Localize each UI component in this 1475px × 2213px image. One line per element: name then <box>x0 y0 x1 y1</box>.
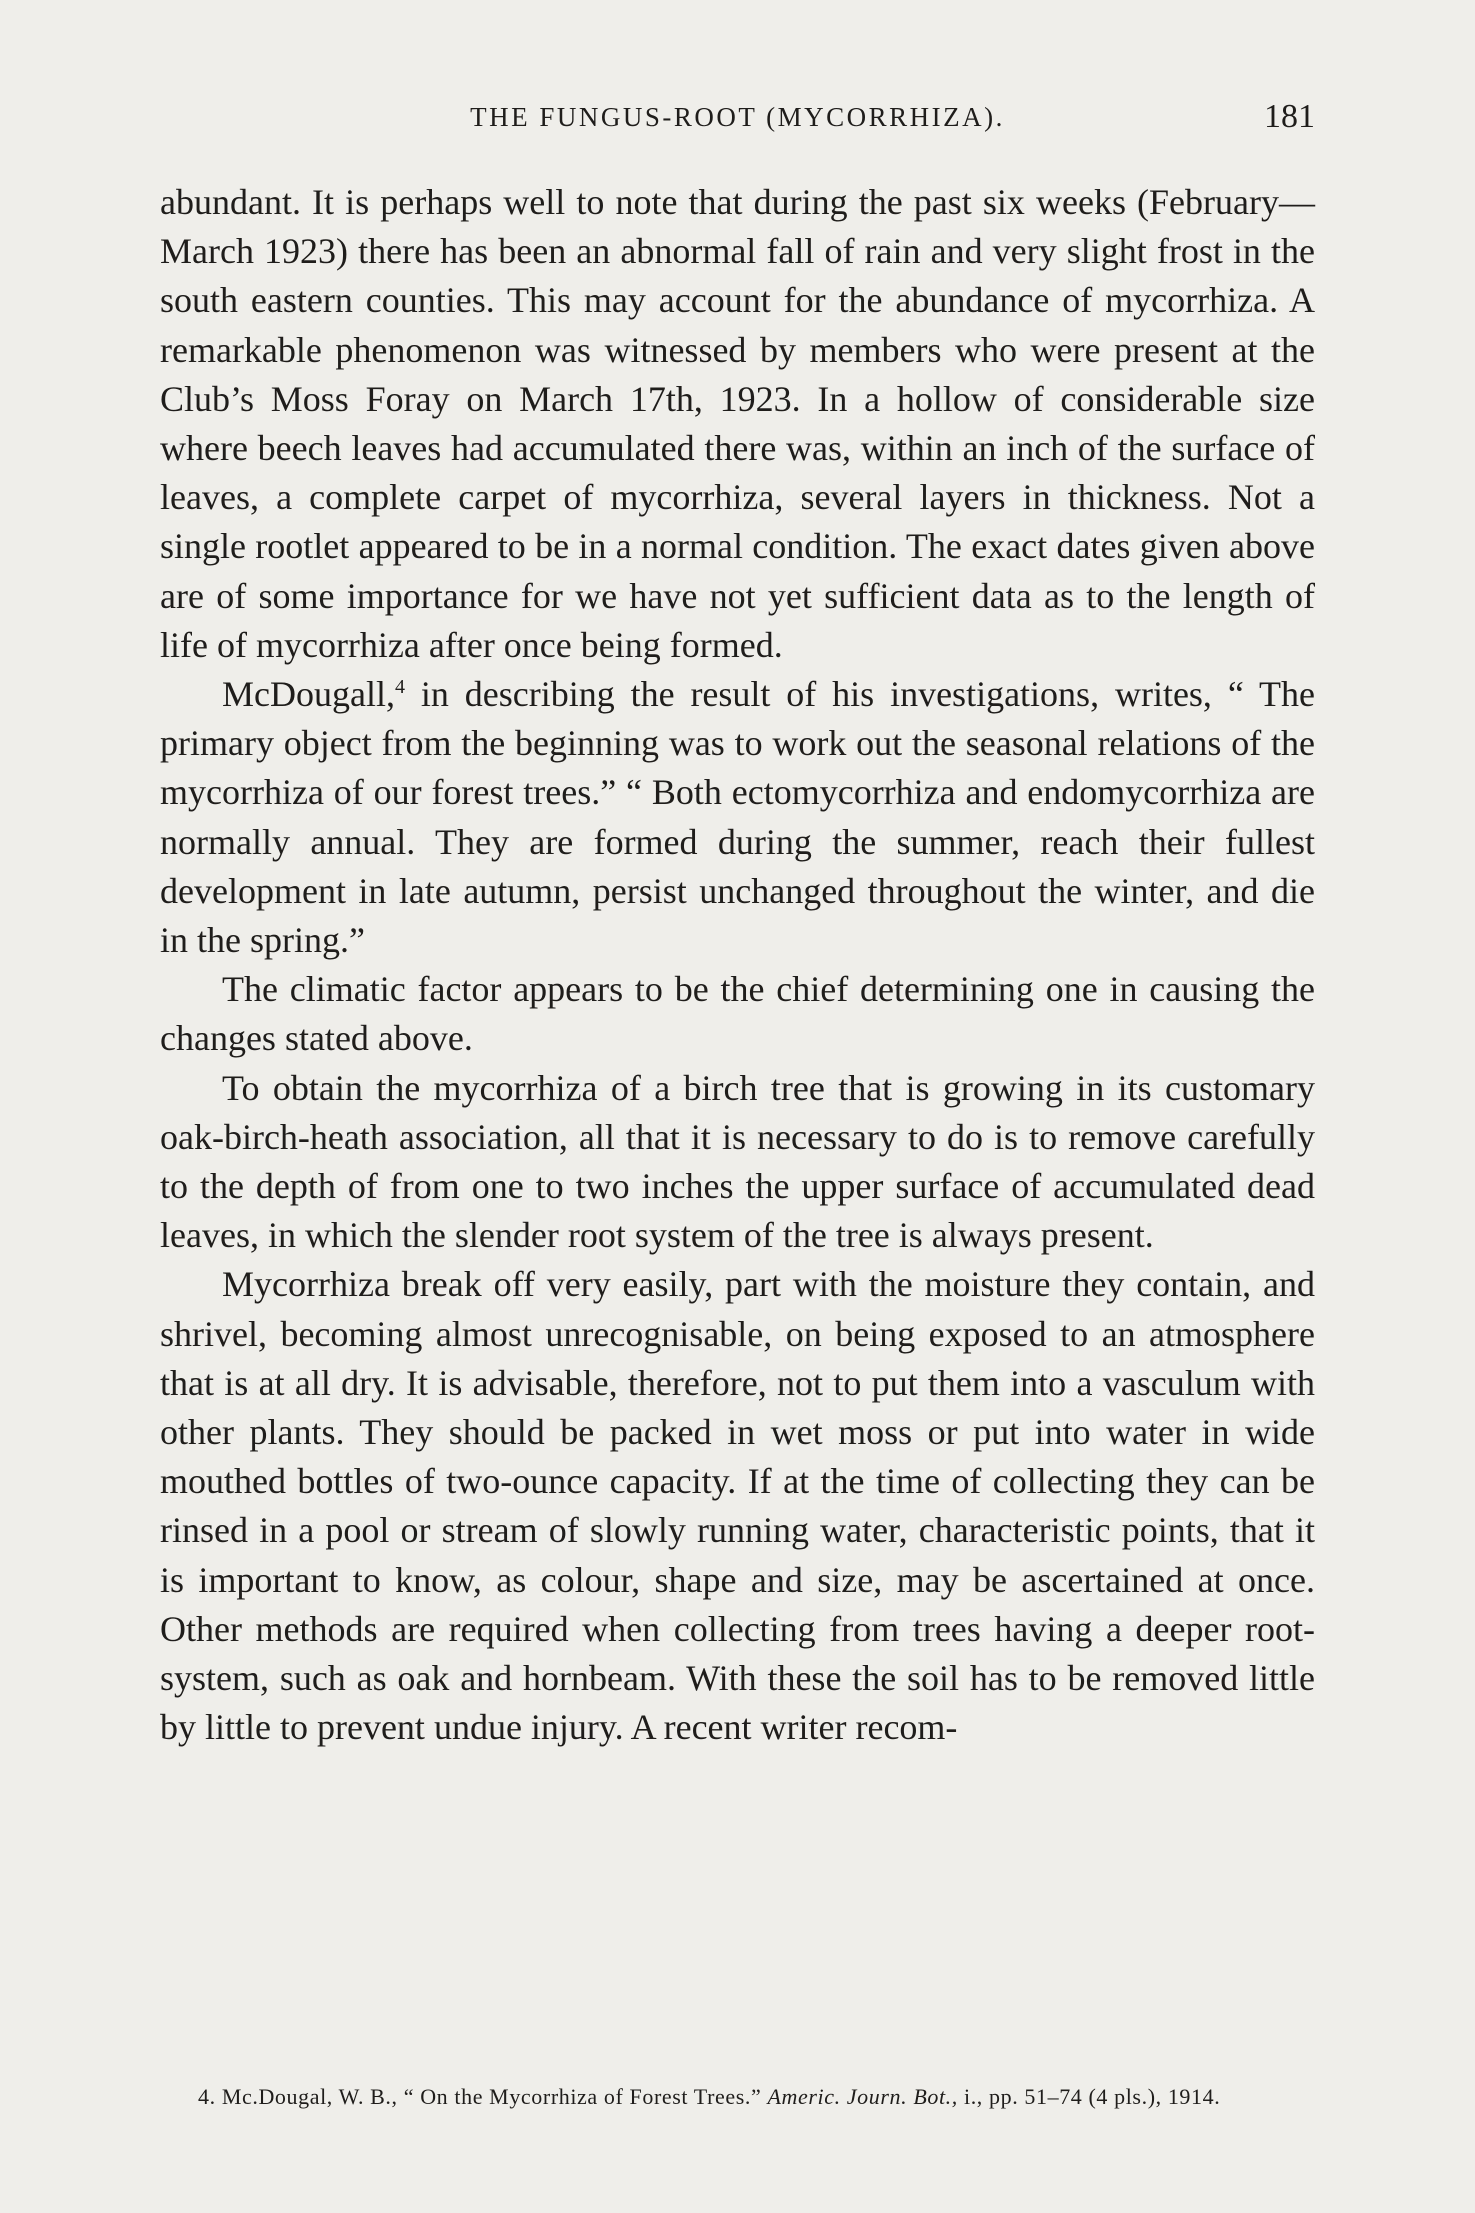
page-header <box>160 92 1315 142</box>
footnote-number: 4. <box>198 2084 216 2109</box>
footnote <box>160 2083 1315 2111</box>
paragraph: The climatic factor appears to be the chief determining one in causing the changes stated above. <box>160 969 1315 1059</box>
footnote-citation: i., pp. 51–74 (4 pls.), 1914. <box>963 2084 1221 2109</box>
paragraph <box>160 670 1315 965</box>
body-text <box>160 178 1315 1753</box>
footnote-reference: 4 <box>394 676 405 699</box>
paragraph-text: in describing the result of his investigations, writes, “ The primary object from the beginning was to work out the seasonal relations of the mycorrhiza of our forest trees.” “ Both ectomycorrhiza and endomycorrhiza are normally annual. They are formed during the summer, reach their fullest development in late autumn, persist unchanged throughout the winter, and die in the spring.” <box>160 674 1315 961</box>
running-title: THE FUNGUS-ROOT (MYCORRHIZA). <box>470 102 1005 132</box>
page-number: 181 <box>1264 98 1315 135</box>
footnote-author: Mc.Dougal, W. B., <box>221 2084 398 2109</box>
paragraph-text: McDougall, <box>222 674 395 715</box>
paragraph: Mycorrhiza break off very easily, part with the moisture they contain, and shrivel, becoming almost unrecognisable, on being exposed to an atmosphere that is at all dry. It is advisable, therefore, not to put them into a vasculum with other plants. They should be packed in wet moss or put into water in wide mouthed bottles of two-ounce capacity. If at the time of collecting they can be rinsed in a pool or stream of slowly running water, characteristic points, that it is important to know, as colour, shape and size, may be ascertained at once. Other methods are required when collecting from trees having a deeper root-system, such as oak and hornbeam. With these the soil has to be removed little by little to prevent undue injury. A recent writer recom- <box>160 1264 1315 1748</box>
footnote-journal: Americ. Journ. Bot., <box>767 2084 958 2109</box>
footnote-title: “ On the Mycorrhiza of Forest Trees.” <box>403 2084 762 2109</box>
paragraph: To obtain the mycorrhiza of a birch tree that is growing in its customary oak-birch-heath association, all that it is necessary to do is to remove carefully to the depth of from one to two inches the upper surface of accumulated dead leaves, in which the slender root system of the tree is always present. <box>160 1067 1315 1256</box>
paragraph: abundant. It is perhaps well to note that during the past six weeks (February—March 1923) there has been an abnormal fall of rain and very slight frost in the south eastern counties. This may account for the abundance of mycorrhiza. A remarkable phenomenon was witnessed by members who were present at the Club’s Moss Foray on March 17th, 1923. In a hollow of considerable size where beech leaves had accumulated there was, within an inch of the surface of leaves, a complete carpet of mycorrhiza, several layers in thickness. Not a single rootlet appeared to be in a normal condition. The exact dates given above are of some importance for we have not yet sufficient data as to the length of life of mycorrhiza after once being formed. <box>160 182 1315 665</box>
